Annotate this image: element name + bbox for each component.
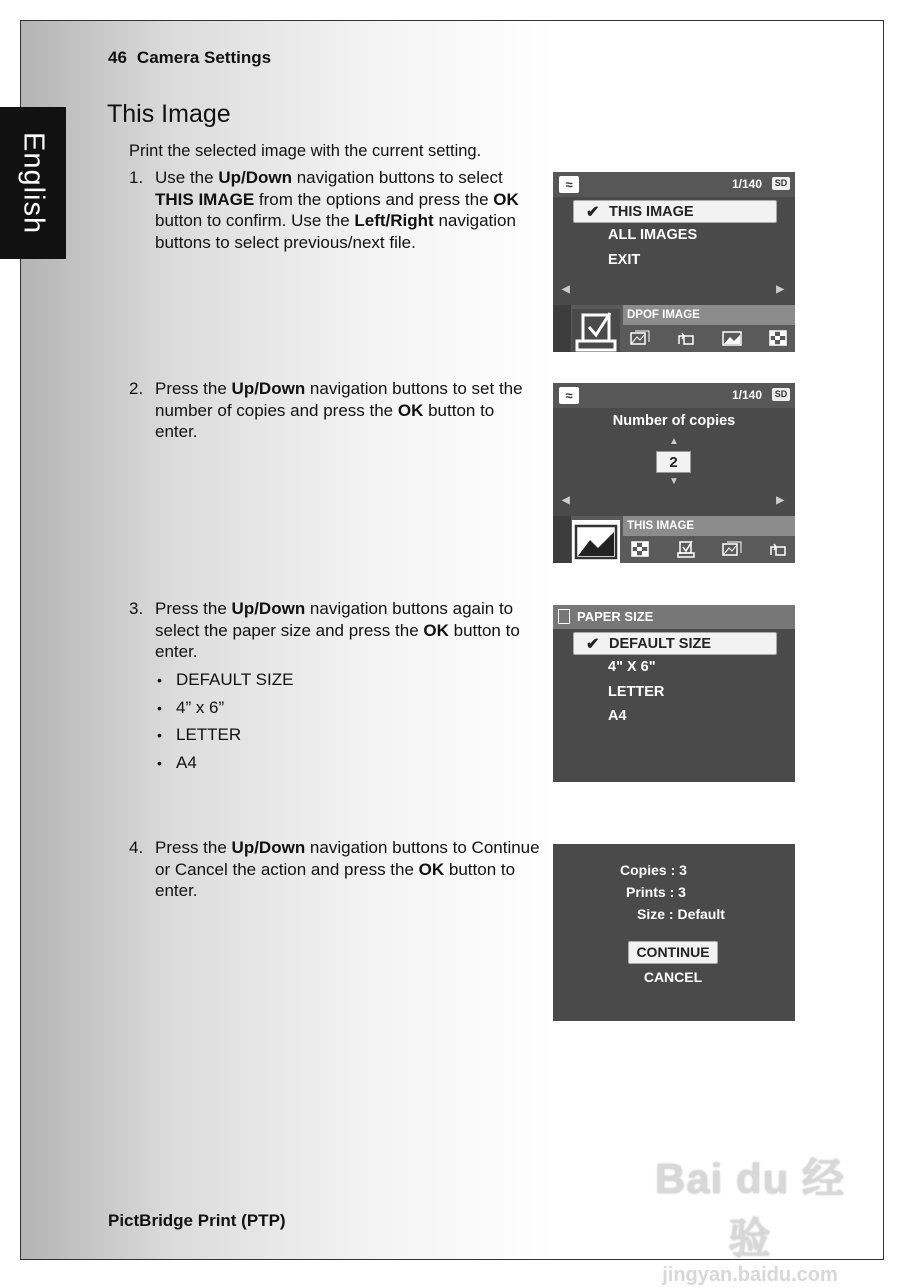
step-text: Press the Up/Down navigation buttons to Continue or Cancel the action and press the OK button to enter.: [155, 838, 540, 900]
step-text: Use the Up/Down navigation buttons to select THIS IMAGE from the options and press the OK button to confirm. Use the Left/Right navigation buttons to select previous/next file.: [155, 168, 519, 252]
paper-size-header: PAPER SIZE: [553, 605, 795, 629]
sd-card-icon: SD: [772, 177, 790, 190]
dpof-print-icon: [572, 309, 620, 352]
watermark-url: jingyan.baidu.com: [662, 1264, 838, 1286]
image-counter: 1/140: [731, 388, 762, 402]
paper-icon: [558, 609, 570, 624]
menu-item-all-images[interactable]: ALL IMAGES: [608, 227, 698, 243]
checkmark-icon: ✔: [586, 204, 600, 221]
page-header: [108, 48, 271, 68]
step-number: 3.: [129, 599, 144, 618]
left-arrow-icon[interactable]: ◀: [562, 495, 570, 506]
language-tab-label: English: [17, 131, 50, 235]
pictures-icon[interactable]: [721, 540, 743, 558]
mode-label: DPOF IMAGE: [623, 305, 795, 325]
camera-screen-paper-size: [553, 605, 795, 782]
checkmark-icon: ✔: [586, 636, 600, 653]
right-arrow-icon[interactable]: ▶: [776, 495, 784, 506]
continue-button[interactable]: CONTINUE: [628, 941, 718, 964]
sd-card-icon: SD: [772, 388, 790, 401]
page-footer: PictBridge Print (PTP): [108, 1211, 286, 1230]
menu-item-default-size[interactable]: ✔ DEFAULT SIZE: [573, 632, 777, 655]
up-arrow-icon[interactable]: ▲: [669, 436, 679, 447]
copies-summary: Copies : 3: [620, 862, 687, 878]
landscape-image-icon: [572, 520, 620, 563]
mode-icons-row: [629, 329, 789, 349]
rotate-icon[interactable]: [767, 540, 789, 558]
playback-mode-icon: ≈: [559, 176, 579, 193]
language-tab: [0, 107, 66, 259]
step-2: [129, 378, 541, 443]
menu-item-4x6[interactable]: 4" X 6": [608, 659, 656, 675]
mode-label: THIS IMAGE: [623, 516, 795, 536]
menu-item-letter[interactable]: LETTER: [608, 684, 665, 700]
mode-strip: [553, 516, 795, 563]
step-3: [129, 598, 541, 663]
checker-icon[interactable]: [629, 540, 651, 558]
prints-summary: Prints : 3: [626, 884, 686, 900]
landscape-icon[interactable]: [721, 329, 743, 347]
image-counter: 1/140: [731, 177, 762, 191]
watermark: [640, 1146, 860, 1286]
menu-item-exit[interactable]: EXIT: [608, 252, 641, 268]
mode-strip: [553, 305, 795, 352]
pictures-icon[interactable]: [629, 329, 651, 347]
watermark-logo: Bai du 经验: [654, 1155, 845, 1262]
step-number: 4.: [129, 838, 144, 857]
dpof-print-icon[interactable]: [675, 540, 697, 558]
step-text: Press the Up/Down navigation buttons again to select the paper size and press the OK button to enter.: [155, 599, 520, 661]
cancel-button[interactable]: CANCEL: [643, 969, 703, 985]
page-title: This Image: [107, 100, 231, 128]
step-4: [129, 837, 541, 902]
camera-screen-copies: [553, 383, 795, 563]
status-bar: [553, 383, 795, 408]
list-item: • 4” x 6”: [157, 694, 293, 722]
camera-screen-print-options: [553, 172, 795, 352]
playback-mode-icon: ≈: [559, 387, 579, 404]
down-arrow-icon[interactable]: ▼: [669, 476, 679, 487]
copies-label: Number of copies: [612, 413, 736, 429]
step-number: 1.: [129, 168, 144, 187]
menu-item-a4[interactable]: A4: [608, 708, 627, 724]
step-text: Press the Up/Down navigation buttons to set the number of copies and press the OK button to enter.: [155, 379, 523, 441]
section-title: Camera Settings: [136, 48, 272, 67]
page-number: 46: [108, 48, 127, 67]
list-item: • DEFAULT SIZE: [157, 666, 293, 694]
right-arrow-icon[interactable]: ▶: [776, 284, 784, 295]
size-summary: Size : Default: [637, 906, 725, 922]
paper-size-list: [157, 666, 293, 776]
copies-value[interactable]: 2: [656, 451, 691, 473]
step-number: 2.: [129, 379, 144, 398]
camera-screen-summary: [553, 844, 795, 1021]
list-item: • A4: [157, 749, 293, 777]
rotate-icon[interactable]: [675, 329, 697, 347]
left-arrow-icon[interactable]: ◀: [562, 284, 570, 295]
menu-item-this-image[interactable]: ✔ THIS IMAGE: [573, 200, 777, 223]
intro-text: Print the selected image with the current setting.: [129, 142, 482, 160]
checker-icon[interactable]: [767, 329, 789, 347]
status-bar: [553, 172, 795, 197]
list-item: • LETTER: [157, 721, 293, 749]
mode-icons-row: [629, 540, 789, 560]
step-1: [129, 167, 541, 253]
